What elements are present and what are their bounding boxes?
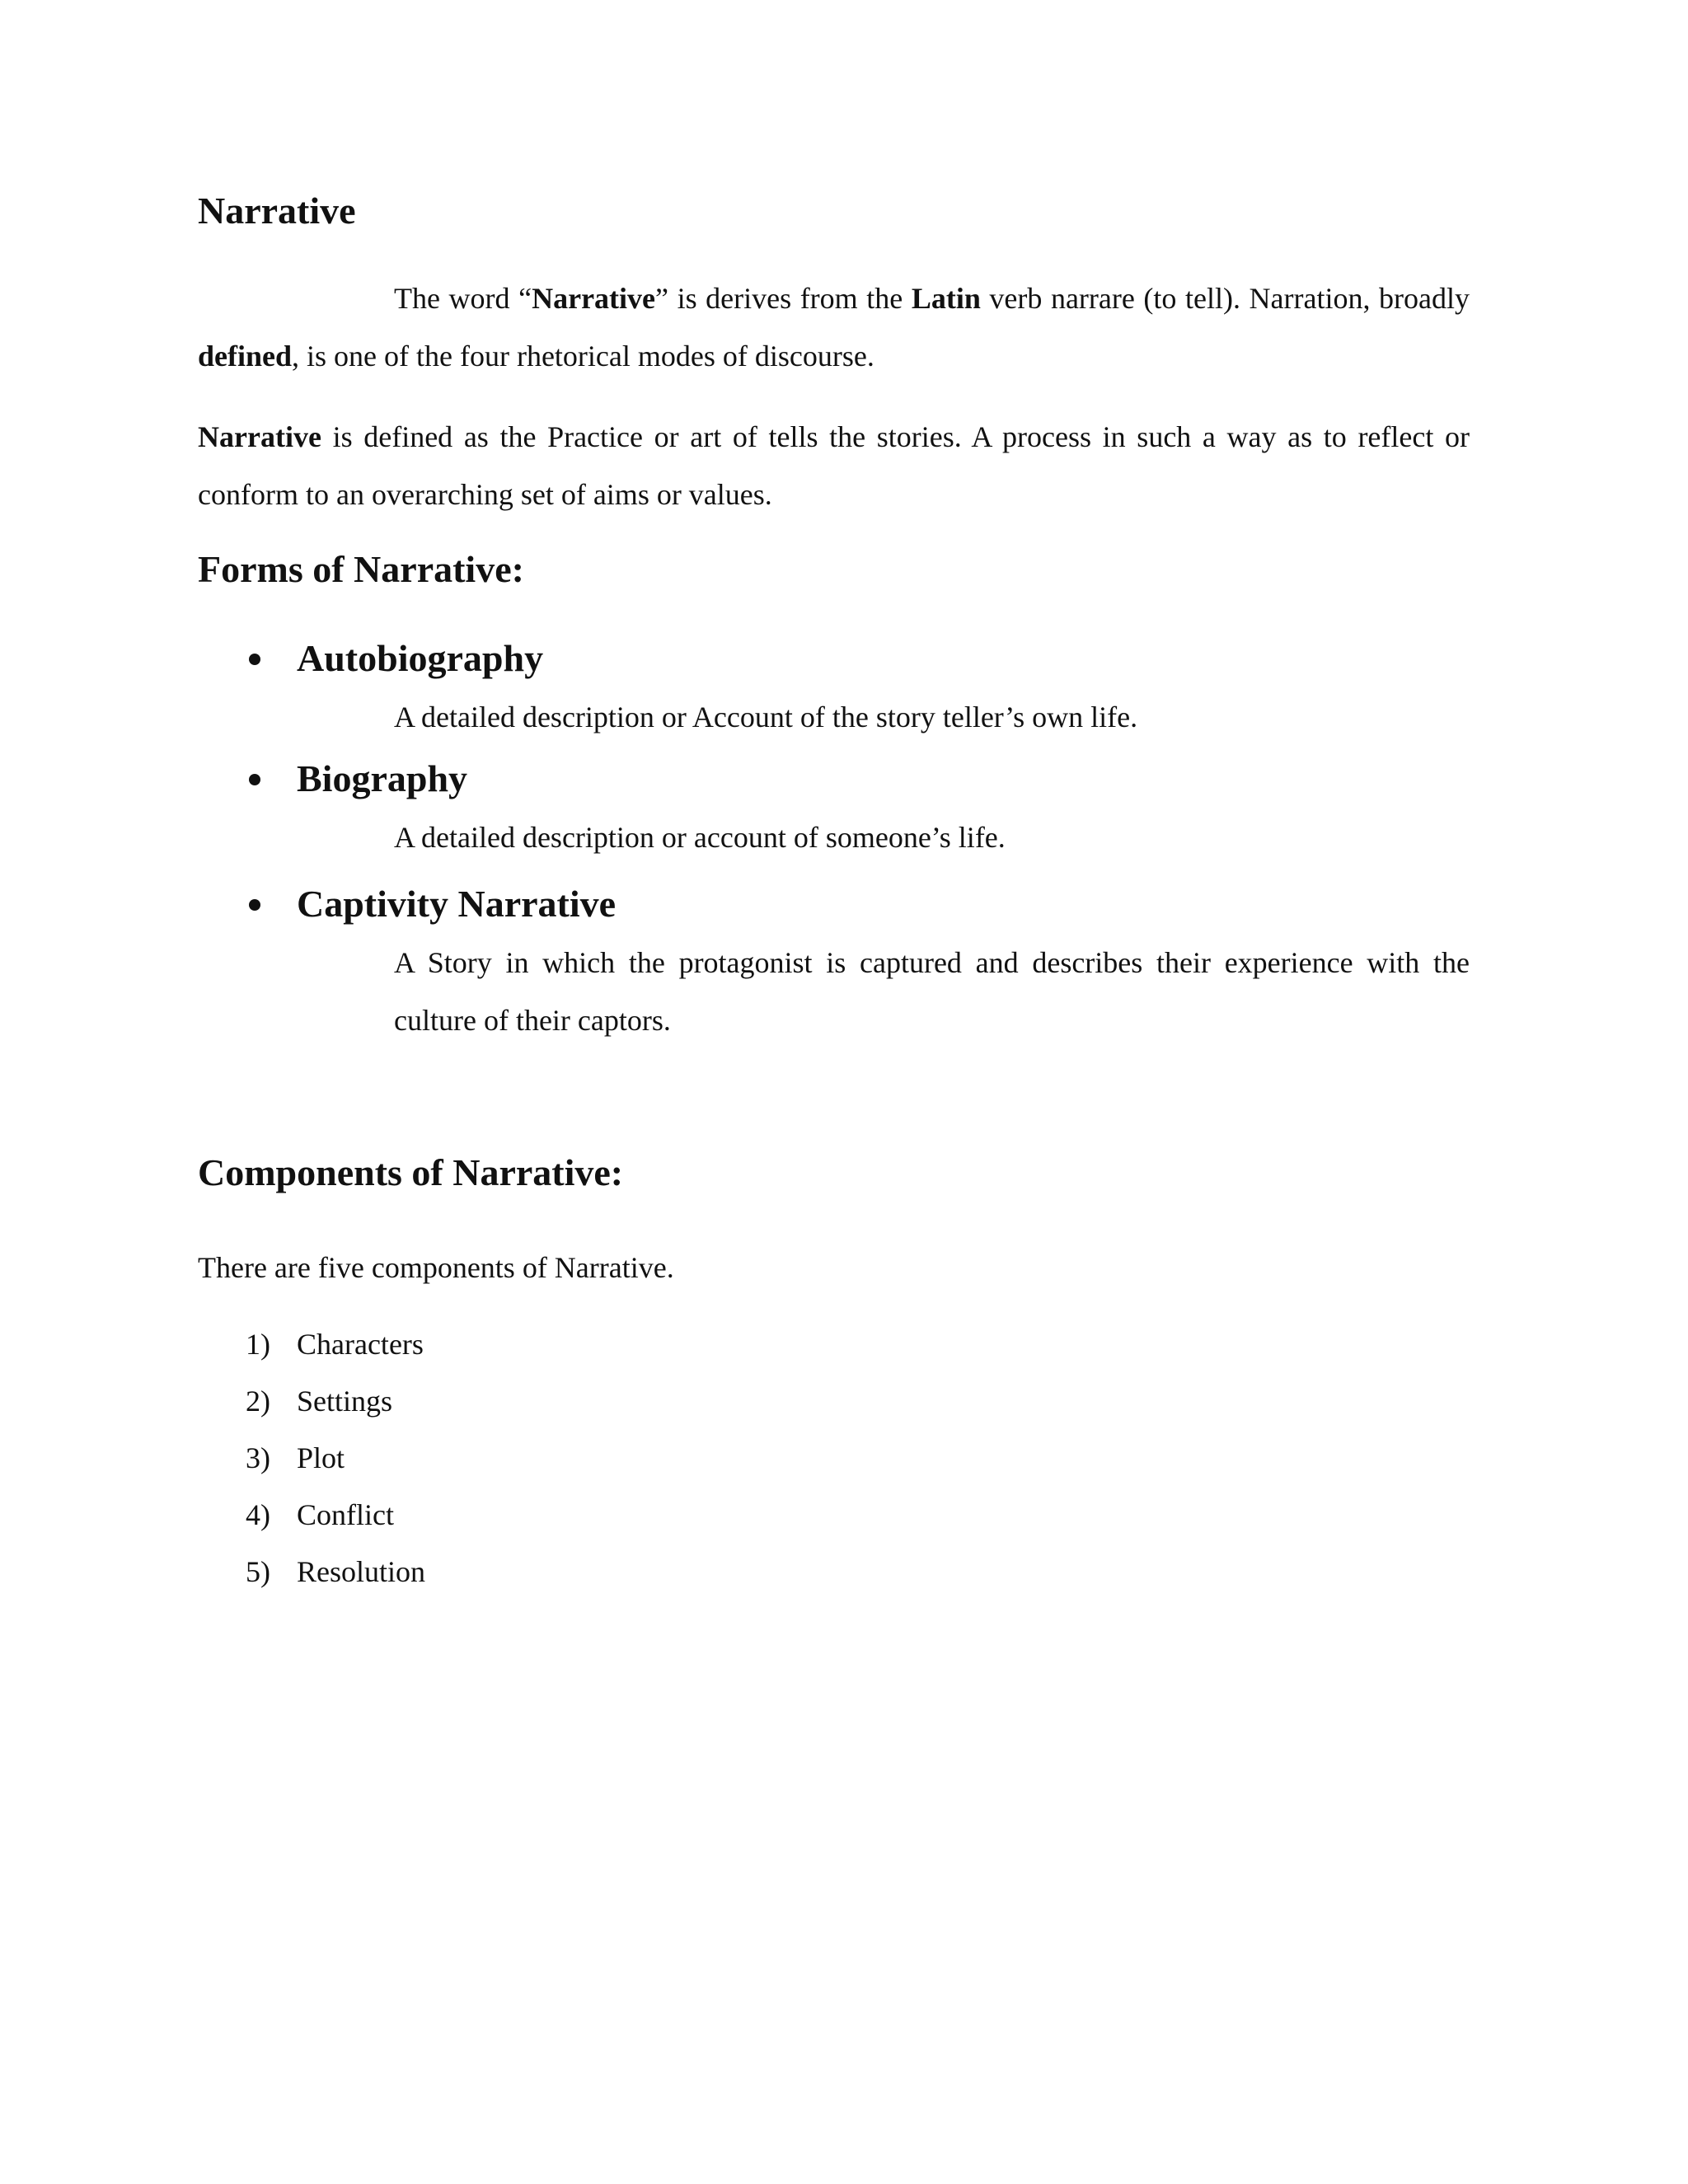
components-list [198,1316,1470,1601]
intro-text: verb narrare (to tell). Narration, broadly [980,282,1470,315]
list-item [198,1316,1470,1373]
bullet-icon [249,899,260,911]
forms-list [198,634,1470,1049]
form-description: A detailed description or account of someone’s life. [394,821,1006,854]
list-label: Conflict [297,1498,394,1531]
form-title-text: Captivity Narrative [297,883,617,925]
bullet-icon [249,654,260,665]
list-label: Characters [297,1328,424,1361]
components-heading: Components of Narrative: [198,1151,624,1193]
list-item [198,1544,1470,1601]
bold-term-defined: defined [198,340,293,373]
components-intro: There are five components of Narrative. [198,1251,674,1284]
list-item [198,1373,1470,1430]
list-number: 4) [246,1498,270,1531]
intro-text: , is one of the four rhetorical modes of discourse. [292,340,874,373]
form-title [198,754,1470,804]
intro-text: The word “ [394,282,532,315]
form-title-text: Biography [297,757,468,799]
bold-term-latin: Latin [911,282,981,315]
list-label: Resolution [297,1555,426,1588]
form-description: A detailed description or Account of the story teller’s own life. [394,701,1138,733]
form-title-text: Autobiography [297,637,544,679]
definition-text: is defined as the Practice or art of tells the stories. A process in such a way as to reflect or conform to an overarching set of aims or values. [198,420,1470,511]
list-label: Plot [297,1441,345,1474]
list-number: 2) [246,1385,270,1418]
list-number: 3) [246,1441,270,1474]
list-number: 5) [246,1555,270,1588]
form-item-autobiography [198,634,1470,746]
intro-text: ” is derives from the [655,282,912,315]
form-item-biography [198,754,1470,866]
bullet-icon [249,774,260,785]
intro-paragraph-1 [198,269,1470,385]
form-title [198,879,1470,929]
list-item [198,1430,1470,1487]
document-body [198,186,1470,1601]
page-title: Narrative [198,190,356,232]
form-title [198,634,1470,683]
intro-paragraph-2 [198,408,1470,523]
bold-term-narrative: Narrative [198,420,321,453]
forms-heading: Forms of Narrative: [198,548,524,590]
form-description: A Story in which the protagonist is captured and describes their experience with the culture of their captors. [394,946,1470,1037]
list-label: Settings [297,1385,393,1418]
bold-term-narrative: Narrative [532,282,656,315]
list-item [198,1487,1470,1544]
list-number: 1) [246,1328,270,1361]
form-item-captivity-narrative [198,879,1470,1049]
